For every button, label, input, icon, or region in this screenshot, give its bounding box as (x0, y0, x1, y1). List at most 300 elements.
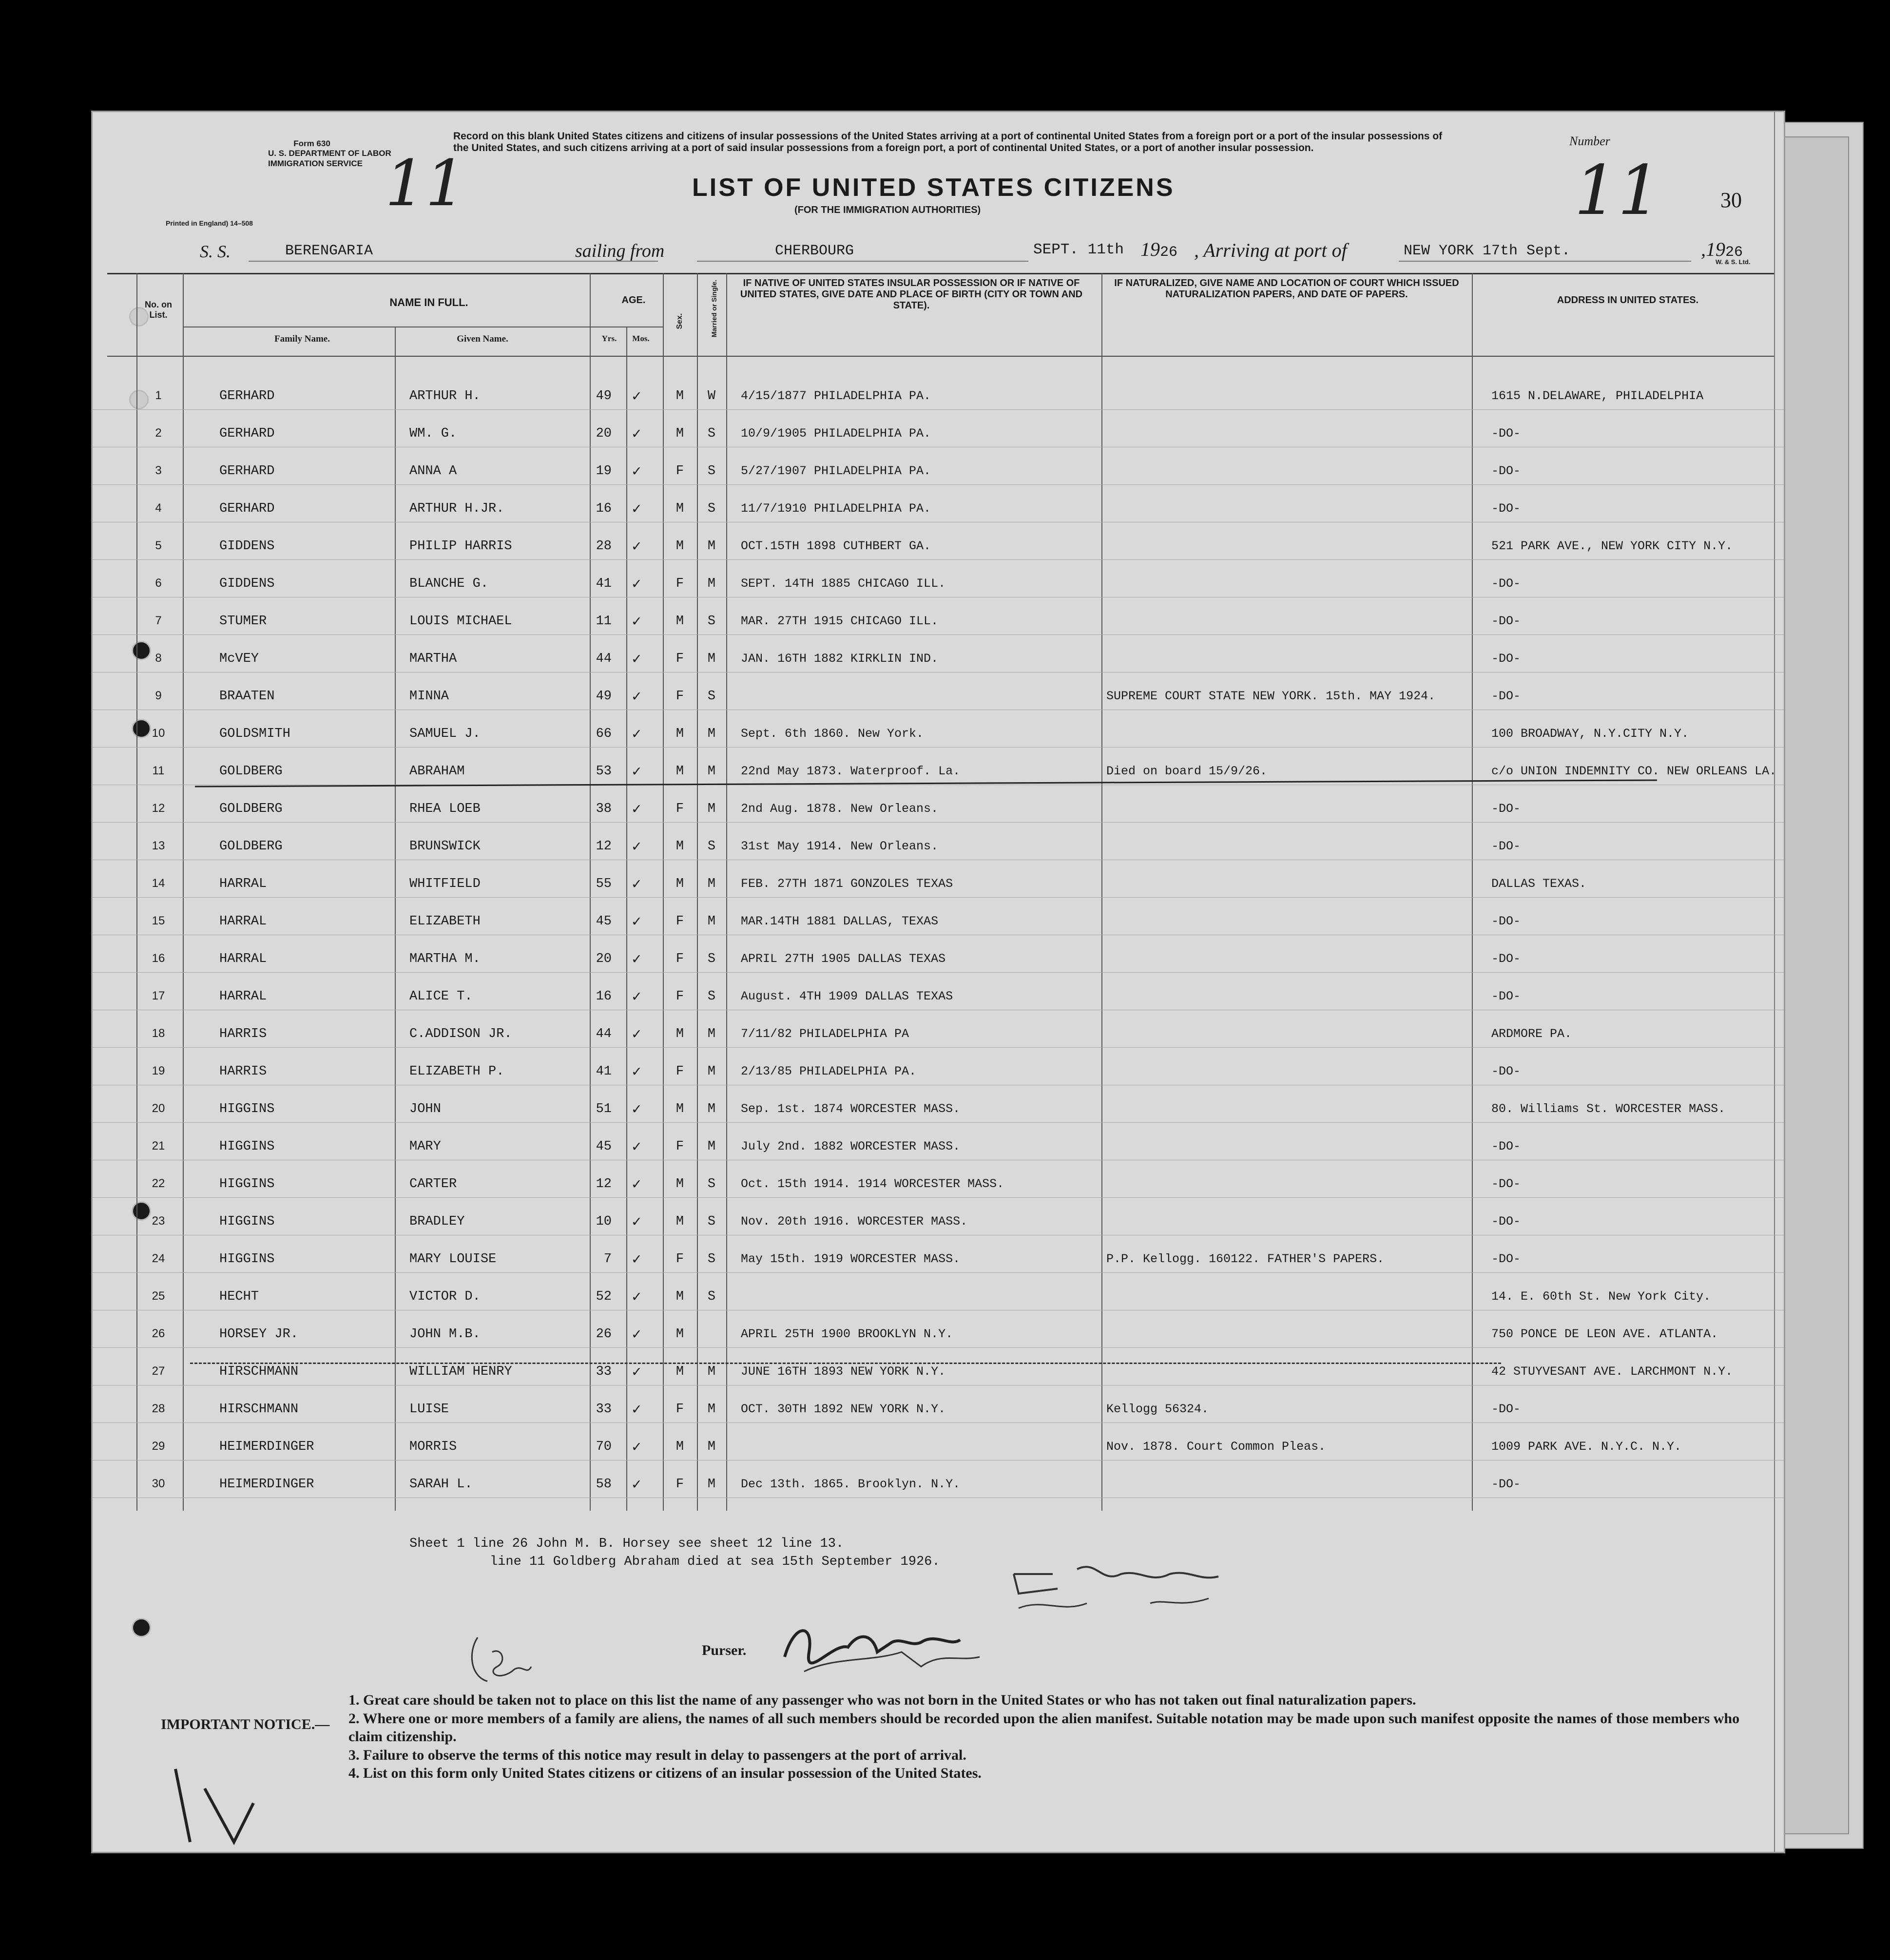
check-mark: ✓ (631, 1214, 642, 1229)
us-address: -DO- (1491, 1177, 1521, 1191)
family-name: HARRAL (219, 952, 267, 966)
marital-status: M (707, 1402, 716, 1417)
marital-status: S (707, 426, 716, 441)
row-number: 10 (152, 727, 165, 740)
table-row (93, 1398, 1784, 1423)
table-row (93, 498, 1784, 523)
sex: M (675, 1177, 684, 1191)
birth-date-place: MAR. 27TH 1915 CHICAGO ILL. (741, 614, 939, 628)
family-name: GOLDBERG (219, 839, 283, 854)
table-row (93, 948, 1784, 973)
given-name: BLANCHE G. (409, 576, 489, 591)
age-years: 41 (596, 1064, 612, 1079)
check-mark: ✓ (631, 1327, 642, 1342)
marital-status: M (707, 539, 716, 554)
marital-status: M (707, 576, 716, 591)
given-name: WM. G. (409, 426, 457, 441)
us-address: 521 PARK AVE., NEW YORK CITY N.Y. (1491, 539, 1733, 553)
row-number: 13 (152, 839, 165, 852)
age-years: 70 (596, 1440, 612, 1454)
age-years: 44 (596, 652, 612, 666)
col-name-in-full: NAME IN FULL. (389, 296, 468, 308)
birth-date-place: OCT. 30TH 1892 NEW YORK N.Y. (741, 1402, 946, 1416)
birth-date-place: May 15th. 1919 WORCESTER MASS. (741, 1252, 961, 1266)
family-name: HEIMERDINGER (219, 1477, 314, 1492)
corner-scribble (161, 1759, 258, 1849)
check-mark: ✓ (631, 989, 642, 1004)
form-number: Form 630 (293, 139, 330, 148)
table-row (93, 835, 1784, 861)
marital-status: M (707, 764, 716, 779)
age-years: 52 (596, 1289, 612, 1304)
purser-label: Purser. (702, 1642, 747, 1658)
us-address: -DO- (1491, 652, 1521, 666)
row-number: 8 (155, 652, 162, 665)
age-years: 49 (596, 689, 612, 704)
us-address: -DO- (1491, 576, 1521, 591)
check-mark: ✓ (631, 1139, 642, 1154)
family-name: GIDDENS (219, 576, 275, 591)
given-name: ALICE T. (409, 989, 473, 1004)
age-years: 7 (603, 1252, 612, 1267)
birth-date-place: 11/7/1910 PHILADELPHIA PA. (741, 501, 931, 516)
check-mark: ✓ (631, 539, 642, 554)
port-to: NEW YORK 17th Sept. (1404, 243, 1571, 259)
col-family: Family Name. (274, 334, 330, 344)
row-number: 11 (152, 764, 165, 777)
table-row (93, 760, 1784, 786)
check-mark: ✓ (631, 426, 642, 441)
sailing-from-label: sailing from (575, 241, 665, 261)
row-number: 7 (155, 614, 162, 627)
given-name: ELIZABETH P. (409, 1064, 504, 1079)
us-address: ARDMORE PA. (1491, 1027, 1572, 1041)
table-row (93, 1135, 1784, 1161)
row-rule (93, 897, 1784, 898)
stamp-scribble (1004, 1555, 1238, 1630)
age-years: 44 (596, 1027, 612, 1041)
birth-date-place: 7/11/82 PHILADELPHIA PA (741, 1027, 909, 1041)
row-rule (93, 1122, 1784, 1123)
us-address: -DO- (1491, 1139, 1521, 1153)
row-rule (93, 634, 1784, 635)
sex: F (675, 914, 684, 929)
row-rule (93, 1197, 1784, 1198)
sex: M (675, 1102, 684, 1116)
us-address: -DO- (1491, 1402, 1521, 1416)
check-mark: ✓ (631, 501, 642, 516)
check-mark: ✓ (631, 1252, 642, 1267)
age-years: 19 (596, 464, 612, 479)
birth-date-place: 22nd May 1873. Waterproof. La. (741, 764, 961, 778)
table-row (93, 1248, 1784, 1273)
page-subtitle: (FOR THE IMMIGRATION AUTHORITIES) (794, 205, 981, 215)
sex: M (675, 426, 684, 441)
instruction-text: Record on this blank United States citizens and citizens of insular possessions of the United States arriving at a port of continental United States from a foreign port or a port of the insular possessions of the United States, and such citizens arriving at a port of said insular possessions from a foreign port, a port of continental United States, or a port of another insular possession. (453, 131, 1443, 154)
check-mark: ✓ (631, 389, 642, 404)
given-name: C.ADDISON JR. (409, 1027, 512, 1041)
us-address: c/o UNION INDEMNITY CO. NEW ORLEANS LA. (1491, 764, 1777, 778)
given-name: ARTHUR H. (409, 389, 481, 404)
marital-status: S (707, 1177, 716, 1191)
sex: M (675, 727, 684, 741)
sex: M (675, 1289, 684, 1304)
age-years: 12 (596, 839, 612, 854)
table-row (93, 1286, 1784, 1311)
us-address: 42 STUYVESANT AVE. LARCHMONT N.Y. (1491, 1364, 1733, 1379)
row-number: 24 (152, 1252, 165, 1265)
col-address: ADDRESS IN UNITED STATES. (1557, 295, 1699, 306)
check-mark: ✓ (631, 1102, 642, 1116)
sex: F (675, 952, 684, 966)
row-number: 21 (152, 1139, 165, 1153)
given-name: MARTHA (409, 652, 457, 666)
check-mark: ✓ (631, 1402, 642, 1417)
check-mark: ✓ (631, 914, 642, 929)
row-number: 18 (152, 1027, 165, 1040)
naturalization: Nov. 1878. Court Common Pleas. (1106, 1440, 1326, 1454)
family-name: HARRAL (219, 989, 267, 1004)
table-row (93, 385, 1784, 410)
given-name: SAMUEL J. (409, 727, 481, 741)
birth-date-place: OCT.15TH 1898 CUTHBERT GA. (741, 539, 931, 553)
sex: M (675, 764, 684, 779)
sex: F (675, 1252, 684, 1267)
check-mark: ✓ (631, 802, 642, 816)
table-row (93, 423, 1784, 448)
given-name: MARY (409, 1139, 441, 1154)
birth-date-place: Nov. 20th 1916. WORCESTER MASS. (741, 1214, 968, 1229)
family-name: HARRIS (219, 1027, 267, 1041)
us-address: 750 PONCE DE LEON AVE. ATLANTA. (1491, 1327, 1718, 1341)
row-number: 9 (155, 689, 162, 702)
birth-date-place: 4/15/1877 PHILADELPHIA PA. (741, 389, 931, 403)
marital-status: S (707, 501, 716, 516)
age-years: 20 (596, 426, 612, 441)
sex: M (675, 501, 684, 516)
us-address: -DO- (1491, 501, 1521, 516)
service: IMMIGRATION SERVICE (268, 158, 363, 168)
us-address: 80. Williams St. WORCESTER MASS. (1491, 1102, 1726, 1116)
family-name: HARRAL (219, 914, 267, 929)
row-rule (93, 1047, 1784, 1048)
note-line-2: line 11 Goldberg Abraham died at sea 15th September 1926. (490, 1555, 940, 1569)
marital-status: S (707, 952, 716, 966)
printer-mark: W. & S. Ltd. (1716, 258, 1751, 266)
age-years: 20 (596, 952, 612, 966)
given-name: RHEA LOEB (409, 802, 481, 816)
marital-status: M (707, 1477, 716, 1492)
naturalization: P.P. Kellogg. 160122. FATHER'S PAPERS. (1106, 1252, 1385, 1266)
family-name: STUMER (219, 614, 267, 629)
col-given: Given Name. (457, 334, 508, 344)
table-row (93, 910, 1784, 936)
marital-status: S (707, 1214, 716, 1229)
table-row (93, 1173, 1784, 1198)
check-mark: ✓ (631, 1477, 642, 1492)
age-years: 16 (596, 989, 612, 1004)
check-mark: ✓ (631, 1289, 642, 1304)
handwritten-list-number: 11 (385, 146, 466, 220)
given-name: ELIZABETH (409, 914, 481, 929)
sex: M (675, 389, 684, 404)
us-address: 1009 PARK AVE. N.Y.C. N.Y. (1491, 1440, 1682, 1454)
page-title: LIST OF UNITED STATES CITIZENS (692, 173, 1175, 202)
sex: F (675, 1064, 684, 1079)
check-mark: ✓ (631, 1177, 642, 1191)
family-name: HIRSCHMANN (219, 1402, 299, 1417)
family-name: GERHARD (219, 501, 275, 516)
given-name: ABRAHAM (409, 764, 465, 779)
us-address: DALLAS TEXAS. (1491, 877, 1587, 891)
col-married: Married or Single. (710, 279, 718, 338)
row-number: 19 (152, 1064, 165, 1077)
given-name: VICTOR D. (409, 1289, 481, 1304)
marital-status: S (707, 614, 716, 629)
col-age: AGE. (621, 295, 646, 306)
row-number: 20 (152, 1102, 165, 1115)
check-mark: ✓ (631, 1064, 642, 1079)
marital-status: S (707, 1289, 716, 1304)
family-name: GOLDBERG (219, 802, 283, 816)
row-rule (93, 822, 1784, 823)
row-number: 23 (152, 1214, 165, 1228)
row-number: 29 (152, 1440, 165, 1453)
row-rule (93, 409, 1784, 410)
family-name: HARRIS (219, 1064, 267, 1079)
given-name: BRADLEY (409, 1214, 465, 1229)
family-name: McVEY (219, 652, 259, 666)
row-number: 27 (152, 1364, 165, 1378)
us-address: 1615 N.DELAWARE, PHILADELPHIA (1491, 389, 1704, 403)
check-mark: ✓ (631, 839, 642, 854)
number-label: Number (1569, 134, 1610, 148)
us-address: -DO- (1491, 952, 1521, 966)
marital-status: M (707, 914, 716, 929)
age-years: 16 (596, 501, 612, 516)
given-name: WHITFIELD (409, 877, 481, 891)
given-name: ANNA A (409, 464, 457, 479)
birth-date-place: Sep. 1st. 1874 WORCESTER MASS. (741, 1102, 961, 1116)
sex: M (675, 1027, 684, 1041)
marital-status: M (707, 1064, 716, 1079)
birth-date-place: 10/9/1905 PHILADELPHIA PA. (741, 426, 931, 441)
family-name: GIDDENS (219, 539, 275, 554)
sex: F (675, 652, 684, 666)
us-address: 100 BROADWAY, N.Y.CITY N.Y. (1491, 727, 1689, 741)
sex: F (675, 989, 684, 1004)
us-address: -DO- (1491, 1064, 1521, 1078)
us-address: -DO- (1491, 1477, 1521, 1491)
family-name: HIGGINS (219, 1102, 275, 1116)
port-from: CHERBOURG (775, 243, 854, 259)
row-number: 26 (152, 1327, 165, 1340)
us-address: -DO- (1491, 839, 1521, 853)
col-yrs: Yrs. (601, 334, 617, 343)
birth-date-place: MAR.14TH 1881 DALLAS, TEXAS (741, 914, 939, 928)
birth-date-place: 2/13/85 PHILADELPHIA PA. (741, 1064, 917, 1078)
marital-status: M (707, 1027, 716, 1041)
age-years: 45 (596, 1139, 612, 1154)
marital-status: M (707, 727, 716, 741)
family-name: GERHARD (219, 389, 275, 404)
marital-status: S (707, 839, 716, 854)
note-line-1: Sheet 1 line 26 John M. B. Horsey see sheet 12 line 13. (409, 1537, 844, 1551)
check-mark: ✓ (631, 464, 642, 479)
table-row (93, 1473, 1784, 1499)
margin-scribble (468, 1633, 541, 1689)
family-name: GOLDBERG (219, 764, 283, 779)
family-name: HIGGINS (219, 1139, 275, 1154)
row-number: 28 (152, 1402, 165, 1415)
table-row (93, 535, 1784, 560)
row-rule (93, 972, 1784, 973)
age-years: 41 (596, 576, 612, 591)
check-mark: ✓ (631, 1440, 642, 1454)
row-rule (93, 1422, 1784, 1423)
sex: M (675, 877, 684, 891)
row-number: 4 (155, 501, 162, 515)
col-no: No. on List. (145, 300, 172, 320)
us-address: -DO- (1491, 1214, 1521, 1229)
marital-status: S (707, 464, 716, 479)
given-name: BRUNSWICK (409, 839, 481, 854)
arriving-label: Arriving at port of (1203, 239, 1347, 261)
row-number: 5 (155, 539, 162, 552)
row-rule (93, 672, 1784, 673)
table-row (93, 1023, 1784, 1048)
us-address: -DO- (1491, 1252, 1521, 1266)
col-birth: IF NATIVE OF UNITED STATES INSULAR POSSESSION OR IF NATIVE OF UNITED STATES, GIVE DATE AND PLACE OF BIRTH (CITY OR TOWN AND STATE). (740, 278, 1083, 311)
birth-date-place: JAN. 16TH 1882 KIRKLIN IND. (741, 652, 939, 666)
row-number: 12 (152, 802, 165, 815)
row-rule (93, 747, 1784, 748)
table-row (93, 723, 1784, 748)
check-mark: ✓ (631, 1027, 642, 1041)
number-value: 11 (1574, 151, 1661, 231)
marital-status: M (707, 652, 716, 666)
row-number: 17 (152, 989, 165, 1002)
col-naturalized: IF NATURALIZED, GIVE NAME AND LOCATION OF COURT WHICH ISSUED NATURALIZATION PAPERS, AND DATE OF PAPERS. (1114, 278, 1459, 300)
age-years: 12 (596, 1177, 612, 1191)
table-row (93, 573, 1784, 598)
table-row (93, 610, 1784, 635)
birth-date-place: JUNE 16TH 1893 NEW YORK N.Y. (741, 1364, 946, 1379)
notice-heading: IMPORTANT NOTICE.— (161, 1716, 330, 1732)
age-years: 45 (596, 914, 612, 929)
age-years: 10 (596, 1214, 612, 1229)
given-name: WILLIAM HENRY (409, 1364, 512, 1379)
birth-date-place: APRIL 25TH 1900 BROOKLYN N.Y. (741, 1327, 953, 1341)
check-mark: ✓ (631, 614, 642, 629)
us-address: -DO- (1491, 464, 1521, 478)
age-years: 53 (596, 764, 612, 779)
birth-date-place: APRIL 27TH 1905 DALLAS TEXAS (741, 952, 946, 966)
date-from: SEPT. 11th (1033, 241, 1124, 258)
sex: F (675, 802, 684, 816)
birth-date-place: SEPT. 14TH 1885 CHICAGO ILL. (741, 576, 946, 591)
us-address: -DO- (1491, 914, 1521, 928)
given-name: CARTER (409, 1177, 457, 1191)
us-address: -DO- (1491, 614, 1521, 628)
check-mark: ✓ (631, 727, 642, 741)
marital-status: M (707, 1364, 716, 1379)
check-mark: ✓ (631, 652, 642, 666)
birth-date-place: 31st May 1914. New Orleans. (741, 839, 939, 853)
year-prefix-2: 19 (1706, 238, 1725, 260)
table-row (93, 1361, 1784, 1386)
row-rule (93, 559, 1784, 560)
marital-status: M (707, 877, 716, 891)
manifest-sheet: Form 630 U. S. DEPARTMENT OF LABOR IMMIGRATION SERVICE Printed in England) 14–508 11 Record on this blank United States citizens and citizens of insular possessions of the United States arriving at a port of continental United States from a foreign port or a port of the insular possessions of the United States, and such citizens arriving at a port of said insular possessions from a foreign port, a port of continental United States, or a port of another insular possession. LIST OF UNITED STATES CITIZENS (FOR THE IMMIGRATION AUTHORITIES) Number 11 30 S. S. BERENGARIA sailing from CHERBOURG SEPT. 11th 1926 , Arriving at port of NEW YORK 17th Sept. ,1926 W. & S. Ltd. No. on List. NAME IN FULL. Family Name. Given Name. AGE. Yrs. Mos. Sex. Married or Single. IF NATIVE OF UNITED STATES INSULAR POSSESSION OR IF NATIVE OF UNITED STATES, GIVE DATE AND PLACE OF BIRTH (CITY OR TOWN AND STATE). IF NATURALIZED, GIVE NAME AND LOCATION OF COURT WHICH ISSUED NATURALIZATION PAPERS, AND DATE OF PAPERS. ADDRESS IN UNITED STATES. 1 GERHARD ARTHUR H. 49 M W 4/15/1877 PHILADELPHIA PA. 1615 N.DELAWARE, PHILADELPHIA ✓ 2 GERHARD WM. G. 20 M S 10/9/1905 PHILADELPHIA PA. -DO- ✓ 3 GERHARD ANNA A 19 F S 5/27/1907 PHILADELPHIA PA. -DO- ✓ 4 GERHARD ARTHUR H.JR. 16 M S 11/7/1910 PHILADELPHIA PA. -DO- ✓ 5 GIDDENS PHILIP HARRIS 28 M M OCT.15TH 1898 CUTHBERT GA. 521 PARK AVE., NEW YORK CITY N.Y. ✓ 6 GIDDENS BLANCHE G. 41 F M SEPT. 14TH 1885 CHICAGO ILL. -DO- ✓ 7 STUMER LOUIS MICHAEL 11 M S MAR. 27TH 1915 CHICAGO ILL. -DO- ✓ 8 McVEY MARTHA 44 F M JAN. 16TH 1882 KIRKLIN IND. -DO- ✓ 9 BRAATEN MINNA 49 F S SUPREME COURT STATE NEW YORK. 15th. MAY 1924. -DO- ✓ 10 GOLDSMITH SAMUEL J. 66 M M Sept. 6th 1860. New York. 100 BROADWAY, N.Y.CITY N.Y. ✓ 11 GOLDBERG ABRAHAM 53 M M 22nd May 1873. Waterproof. La. Died on board 15/9/26. c/o UNION INDEMNITY CO. NEW ORLEANS LA. ✓ 12 GOLDBERG RHEA LOEB 38 F M 2nd Aug. 1878. New Orleans. -DO- ✓ 13 GOLDBERG BRUNSWICK 12 M S 31st May 1914. New Orleans. -DO- ✓ 14 HARRAL WHITFIELD 55 M M FEB. 27TH 1871 GONZOLES TEXAS DALLAS TEXAS. ✓ 15 HARRAL ELIZABETH 45 F M MAR.14TH 1881 DALLAS, TEXAS -DO- ✓ 16 HARRAL MARTHA M. 20 F S APRIL 27TH 1905 DALLAS TEXAS -DO- ✓ 17 HARRAL ALICE T. 16 F S August. 4TH 1909 DALLAS TEXAS -DO- ✓ 18 HARRIS C.ADDISON JR. 44 M M 7/11/82 PHILADELPHIA PA ARDMORE PA. ✓ 19 HARRIS ELIZABETH P. 41 F M 2/13/85 PHILADELPHIA PA. -DO- ✓ 20 HIGGINS JOHN 51 M M Sep. 1st. 1874 WORCESTER MASS. 80. Williams St. WORCESTER MASS. ✓ 21 HIGGINS MARY 45 F M July 2nd. 1882 WORCESTER MASS. -DO- ✓ 22 HIGGINS CARTER 12 M S Oct. 15th 1914. 1914 WORCESTER MASS. -DO- ✓ 23 HIGGINS BRADLEY 10 M S Nov. 20th 1916. WORCESTER MASS. -DO- ✓ 24 HIGGINS MARY LOUISE 7 F S May 15th. 1919 WORCESTER MASS. P.P. Kellogg. 160122. FATHER'S PAPERS. -DO- ✓ 25 HECHT VICTOR D. 52 M S 14. E. 60th St. New York City. ✓ 26 HORSEY JR. JOHN M.B. 26 M APRIL 25TH 1900 BROOKLYN N.Y. 750 PONCE DE LEON AVE. ATLANTA. ✓ 27 HIRSCHMANN WILLIAM HENRY 33 M M JUNE 16TH 1893 NEW YORK N.Y. 42 STUYVESANT AVE. LARCHMONT N.Y. ✓ 28 HIRSCHMANN LUISE 33 F M OCT. 30TH 1892 NEW YORK N.Y. Kellogg 56324. -DO- ✓ 29 HEIMERDINGER MORRIS 70 M M Nov. 1878. Court Common Pleas. 1009 PARK AVE. N.Y.C. N.Y. ✓ 30 HEIMERDINGER SARAH L. 58 F M Dec 13th. 1865. Brooklyn. N.Y. -DO- ✓ Sheet 1 line 26 John M. B. Horsey see sheet 12 line 13. line 11 Goldberg Abraham died at sea 15th September 1926. Purser. IMPORTANT NOTICE.— 1. Great care should be taken not to place on this list the name of any passenger who was not born in the United States or who has not taken out final naturalization papers. 2. Where one or more members of a family are aliens, the names of all such members should be recorded upon the alien manifest. Suitable notation may be made upon such manifest opposite the names of those members who claim citizenship. 3. Failure to observe the terms of this notice may result in delay to passengers at the port of arrival. 4. List on this form only United States citizens or citizens of an insular possession of the United States. (93, 112, 1784, 1852)
marital-status: S (707, 1252, 716, 1267)
sex: F (675, 464, 684, 479)
birth-date-place: Sept. 6th 1860. New York. (741, 727, 924, 741)
table-row (93, 460, 1784, 485)
birth-date-place: 5/27/1907 PHILADELPHIA PA. (741, 464, 931, 478)
notice-item: 1. Great care should be taken not to place on this list the name of any passenger who was not born in the United States or who has not taken out final naturalization papers. (348, 1692, 1416, 1708)
sex: M (675, 614, 684, 629)
birth-date-place: FEB. 27TH 1871 GONZOLES TEXAS (741, 877, 953, 891)
us-address: -DO- (1491, 689, 1521, 703)
us-address: -DO- (1491, 802, 1521, 816)
punch-hole (132, 1618, 151, 1637)
year-2: 26 (1725, 244, 1743, 261)
age-years: 58 (596, 1477, 612, 1492)
given-name: JOHN (409, 1102, 441, 1116)
family-name: HECHT (219, 1289, 259, 1304)
given-name: LOUIS MICHAEL (409, 614, 512, 629)
table-row (93, 1436, 1784, 1461)
table-row (93, 1060, 1784, 1086)
us-address: -DO- (1491, 989, 1521, 1003)
col-sex: Sex. (675, 313, 684, 329)
marital-status: M (707, 802, 716, 816)
age-years: 51 (596, 1102, 612, 1116)
table-row (93, 798, 1784, 823)
check-mark: ✓ (631, 764, 642, 779)
naturalization: Died on board 15/9/26. (1106, 764, 1268, 778)
sex: F (675, 689, 684, 704)
birth-date-place: Oct. 15th 1914. 1914 WORCESTER MASS. (741, 1177, 1004, 1191)
sex: M (675, 1327, 684, 1342)
given-name: ARTHUR H.JR. (409, 501, 504, 516)
age-years: 33 (596, 1364, 612, 1379)
year-1: 26 (1160, 244, 1178, 261)
marital-status: M (707, 1440, 716, 1454)
sex: M (675, 839, 684, 854)
row-number: 14 (152, 877, 165, 890)
table-row (93, 648, 1784, 673)
birth-date-place: 2nd Aug. 1878. New Orleans. (741, 802, 939, 816)
family-name: HIGGINS (219, 1214, 275, 1229)
check-mark: ✓ (631, 689, 642, 704)
age-years: 38 (596, 802, 612, 816)
sex: M (675, 1214, 684, 1229)
sex: M (675, 539, 684, 554)
marital-status: S (707, 689, 716, 704)
page-number: 30 (1720, 188, 1742, 212)
given-name: MARY LOUISE (409, 1252, 497, 1267)
family-name: HIGGINS (219, 1252, 275, 1267)
sex: F (675, 1139, 684, 1154)
family-name: BRAATEN (219, 689, 275, 704)
notice-item: 3. Failure to observe the terms of this notice may result in delay to passengers at the port of arrival. (348, 1747, 966, 1763)
birth-date-place: August. 4TH 1909 DALLAS TEXAS (741, 989, 953, 1003)
row-rule (93, 1347, 1784, 1348)
age-years: 33 (596, 1402, 612, 1417)
family-name: GERHARD (219, 426, 275, 441)
